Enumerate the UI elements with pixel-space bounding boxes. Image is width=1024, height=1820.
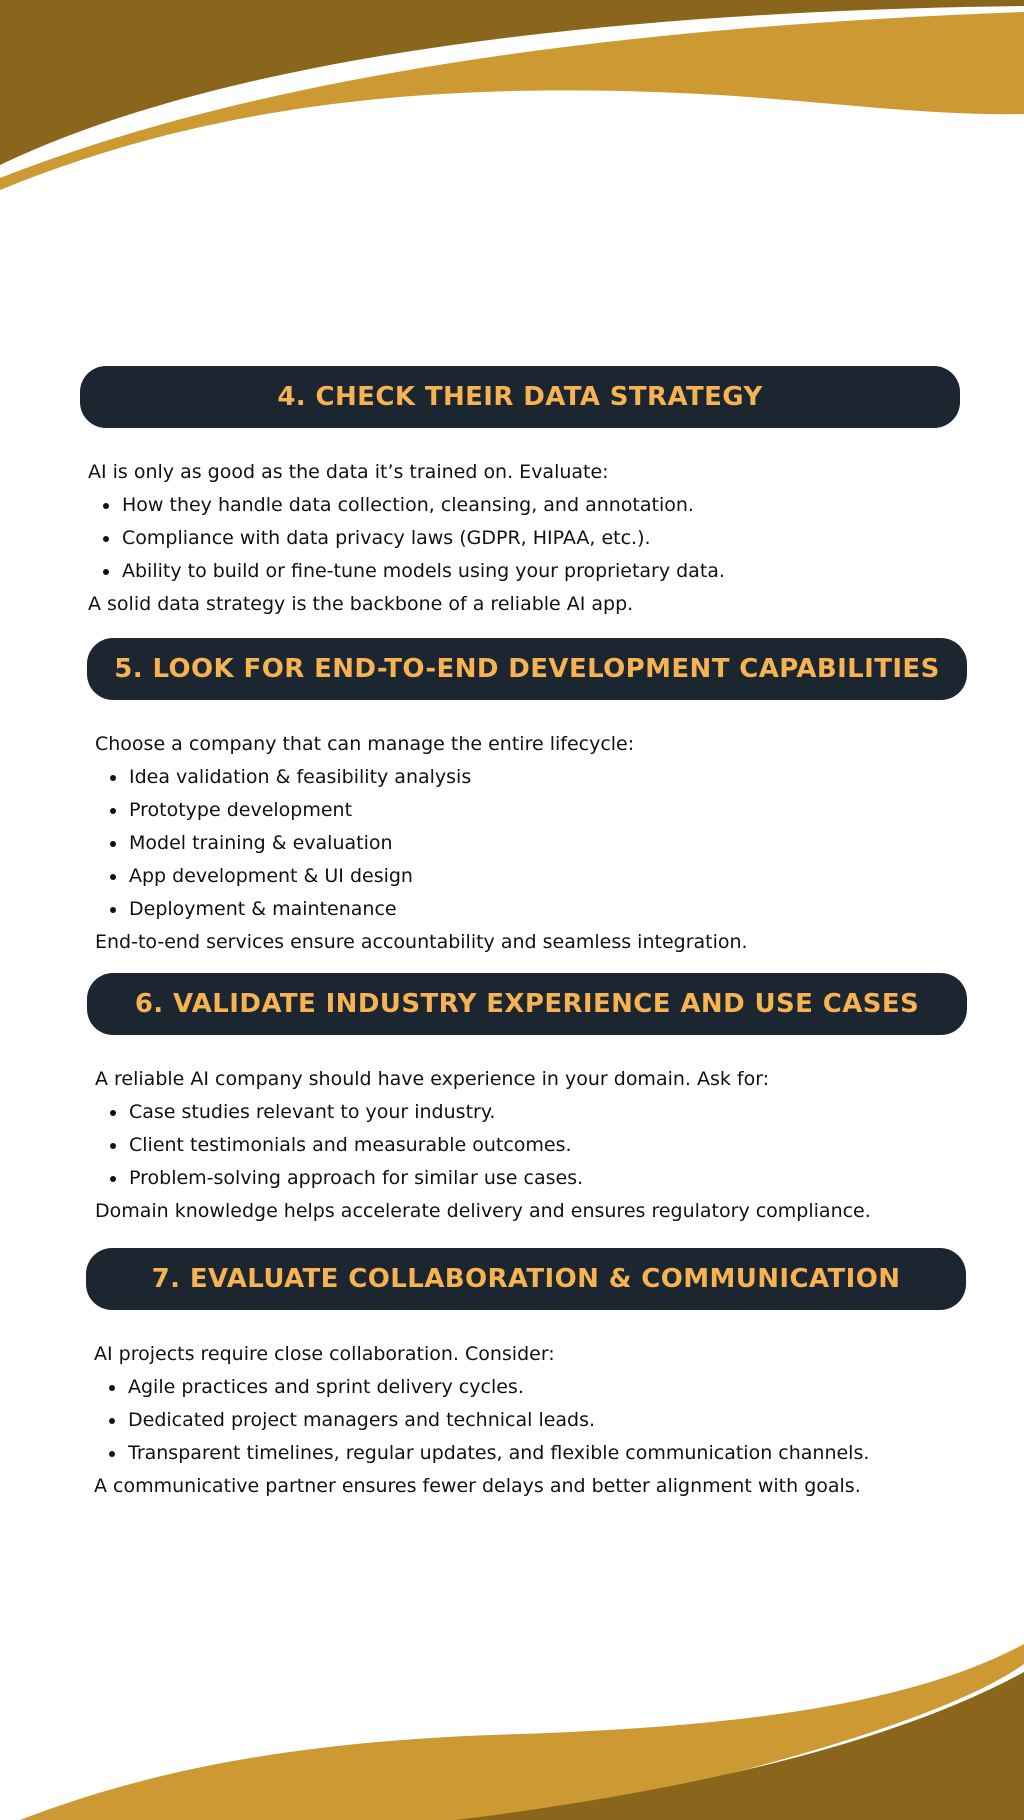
bullet-list <box>88 489 960 588</box>
list-item: Problem-solving approach for similar use cases. <box>129 1162 967 1195</box>
section-body <box>80 456 960 621</box>
list-item: Prototype development <box>129 794 967 827</box>
list-item: Case studies relevant to your industry. <box>129 1096 967 1129</box>
section-outro: A solid data strategy is the backbone of a reliable AI app. <box>88 593 634 615</box>
list-item: Agile practices and sprint delivery cycles. <box>128 1371 966 1404</box>
bullet-list <box>95 1096 967 1195</box>
bottom-wave-decoration <box>0 1630 1024 1820</box>
list-item: How they handle data collection, cleansing, and annotation. <box>122 489 960 522</box>
section-outro: End-to-end services ensure accountability and seamless integration. <box>95 931 748 953</box>
section-heading-bar <box>87 973 967 1035</box>
section-intro: AI is only as good as the data it’s trained on. Evaluate: <box>88 461 609 483</box>
list-item: Model training & evaluation <box>129 827 967 860</box>
list-item: Idea validation & feasibility analysis <box>129 761 967 794</box>
top-wave-decoration <box>0 0 1024 200</box>
section-heading: 6. VALIDATE INDUSTRY EXPERIENCE AND USE CASES <box>134 989 920 1019</box>
section-outro: A communicative partner ensures fewer delays and better alignment with goals. <box>94 1475 861 1497</box>
section-data-strategy <box>80 366 960 621</box>
section-outro: Domain knowledge helps accelerate delivery and ensures regulatory compliance. <box>95 1200 871 1222</box>
list-item: App development & UI design <box>129 860 967 893</box>
section-body <box>86 1338 966 1503</box>
section-intro: AI projects require close collaboration. Consider: <box>94 1343 555 1365</box>
section-heading-bar <box>87 638 967 700</box>
section-industry-experience <box>87 973 967 1228</box>
section-intro: A reliable AI company should have experience in your domain. Ask for: <box>95 1068 770 1090</box>
list-item: Client testimonials and measurable outcomes. <box>129 1129 967 1162</box>
list-item: Ability to build or fine-tune models using your proprietary data. <box>122 555 960 588</box>
section-body <box>87 1063 967 1228</box>
section-heading: 7. EVALUATE COLLABORATION & COMMUNICATION <box>151 1264 901 1294</box>
list-item: Deployment & maintenance <box>129 893 967 926</box>
section-intro: Choose a company that can manage the entire lifecycle: <box>95 733 635 755</box>
section-heading: 4. CHECK THEIR DATA STRATEGY <box>277 382 763 412</box>
list-item: Dedicated project managers and technical leads. <box>128 1404 966 1437</box>
bullet-list <box>94 1371 966 1470</box>
section-collaboration <box>86 1248 966 1503</box>
section-body <box>87 728 967 959</box>
section-heading-bar <box>80 366 960 428</box>
list-item: Compliance with data privacy laws (GDPR, HIPAA, etc.). <box>122 522 960 555</box>
section-heading: 5. LOOK FOR END-TO-END DEVELOPMENT CAPABILITIES <box>114 654 940 684</box>
section-end-to-end <box>87 638 967 959</box>
list-item: Transparent timelines, regular updates, and flexible communication channels. <box>128 1437 966 1470</box>
bullet-list <box>95 761 967 926</box>
section-heading-bar <box>86 1248 966 1310</box>
